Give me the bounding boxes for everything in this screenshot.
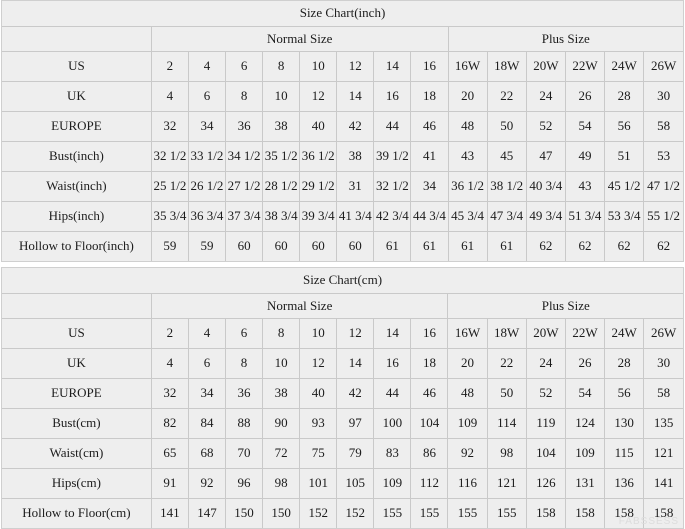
cell: 26W: [644, 319, 683, 349]
cell: 59: [188, 232, 225, 262]
watermark: FABSSESS: [618, 516, 679, 527]
cell: 109: [448, 409, 487, 439]
cell: 18: [411, 82, 448, 112]
cell: 6: [188, 82, 225, 112]
cell: 44 3/4: [411, 202, 448, 232]
table-row: [2, 499, 683, 529]
cell: 45: [487, 142, 526, 172]
cell: 27 1/2: [226, 172, 263, 202]
cell: 14: [337, 82, 374, 112]
cell: 16: [374, 349, 411, 379]
cell: 62: [605, 232, 644, 262]
table-row: [2, 232, 683, 262]
row-header-hollow-to-floor: Hollow to Floor(inch): [2, 232, 151, 262]
cell: 16: [374, 82, 411, 112]
row-header-us: US: [2, 52, 151, 82]
cell: 8: [263, 52, 300, 82]
cell: 40 3/4: [526, 172, 565, 202]
row-header-waist: Waist(inch): [2, 172, 151, 202]
row-header-uk: UK: [2, 82, 151, 112]
cell: 135: [644, 409, 683, 439]
cell: 28: [605, 349, 644, 379]
row-header-hollow-to-floor: Hollow to Floor(cm): [2, 499, 151, 529]
cell: 18W: [487, 52, 526, 82]
cell: 101: [300, 469, 337, 499]
cell: 62: [526, 232, 565, 262]
cell: 116: [448, 469, 487, 499]
cell: 20: [448, 82, 487, 112]
cell: 155: [374, 499, 411, 529]
cell: 48: [448, 379, 487, 409]
cell: 43: [448, 142, 487, 172]
cell: 10: [263, 349, 300, 379]
chart-group-row: [2, 27, 683, 52]
cell: 82: [151, 409, 188, 439]
cell: 12: [300, 82, 337, 112]
chart-title: Size Chart(cm): [2, 268, 683, 294]
cell: 155: [411, 499, 448, 529]
cell: 47 1/2: [644, 172, 683, 202]
cell: 62: [565, 232, 604, 262]
cell: 4: [151, 82, 188, 112]
cell: 42: [337, 112, 374, 142]
cell: 45 1/2: [605, 172, 644, 202]
cell: 10: [300, 52, 337, 82]
cell: 36: [226, 379, 263, 409]
cell: 105: [337, 469, 374, 499]
cell: 68: [188, 439, 225, 469]
cell: 92: [188, 469, 225, 499]
cell: 104: [526, 439, 565, 469]
cell: 20: [448, 349, 487, 379]
cell: 10: [263, 82, 300, 112]
cell: 16: [411, 319, 448, 349]
cell: 44: [374, 112, 411, 142]
cell: 48: [448, 112, 487, 142]
cell: 62: [644, 232, 683, 262]
cell: 33 1/2: [188, 142, 225, 172]
table-row: [2, 319, 683, 349]
cell: 136: [605, 469, 644, 499]
cell: 12: [300, 349, 337, 379]
cell: 6: [226, 319, 263, 349]
row-header-europe: EUROPE: [2, 112, 151, 142]
group-plus-size: Plus Size: [448, 294, 683, 319]
cell: 49: [565, 142, 604, 172]
cell: 86: [411, 439, 448, 469]
table-row: [2, 202, 683, 232]
cell: 47: [526, 142, 565, 172]
cell: 24: [526, 82, 565, 112]
cell: 30: [644, 82, 683, 112]
cell: 124: [565, 409, 604, 439]
cell: 39 1/2: [374, 142, 411, 172]
cell: 54: [565, 379, 604, 409]
cell: 60: [300, 232, 337, 262]
cell: 52: [526, 379, 565, 409]
cell: 12: [337, 52, 374, 82]
row-header-hips: Hips(inch): [2, 202, 151, 232]
size-chart-inch: [1, 0, 684, 262]
group-corner: [2, 294, 151, 319]
cell: 26: [565, 82, 604, 112]
cell: 40: [300, 379, 337, 409]
cell: 45 3/4: [448, 202, 487, 232]
size-chart-cm-table: [2, 268, 683, 528]
cell: 22W: [565, 319, 604, 349]
cell: 121: [644, 439, 683, 469]
cell: 6: [188, 349, 225, 379]
cell: 36 1/2: [300, 142, 337, 172]
cell: 34: [188, 379, 225, 409]
cell: 38: [263, 379, 300, 409]
cell: 18W: [487, 319, 526, 349]
cell: 126: [526, 469, 565, 499]
cell: 34: [188, 112, 225, 142]
cell: 121: [487, 469, 526, 499]
cell: 141: [151, 499, 188, 529]
cell: 22W: [565, 52, 604, 82]
cell: 28: [605, 82, 644, 112]
cell: 41: [411, 142, 448, 172]
cell: 32 1/2: [374, 172, 411, 202]
cell: 24W: [605, 52, 644, 82]
cell: 91: [151, 469, 188, 499]
size-chart-cm: [1, 267, 684, 529]
row-header-uk: UK: [2, 349, 151, 379]
cell: 70: [226, 439, 263, 469]
cell: 38: [263, 112, 300, 142]
cell: 36: [226, 112, 263, 142]
cell: 10: [300, 319, 337, 349]
cell: 131: [565, 469, 604, 499]
table-row: [2, 349, 683, 379]
cell: 18: [411, 349, 448, 379]
cell: 109: [565, 439, 604, 469]
cell: 31: [337, 172, 374, 202]
cell: 54: [565, 112, 604, 142]
cell: 22: [487, 349, 526, 379]
cell: 38: [337, 142, 374, 172]
cell: 84: [188, 409, 225, 439]
cell: 60: [263, 232, 300, 262]
cell: 155: [448, 499, 487, 529]
table-row: [2, 52, 683, 82]
cell: 46: [411, 112, 448, 142]
cell: 112: [411, 469, 448, 499]
cell: 38 3/4: [263, 202, 300, 232]
cell: 42: [337, 379, 374, 409]
cell: 39 3/4: [300, 202, 337, 232]
cell: 35 1/2: [263, 142, 300, 172]
cell: 60: [337, 232, 374, 262]
cell: 38 1/2: [487, 172, 526, 202]
table-row: [2, 439, 683, 469]
cell: 60: [226, 232, 263, 262]
chart-title-row: [2, 268, 683, 294]
cell: 83: [374, 439, 411, 469]
cell: 34 1/2: [226, 142, 263, 172]
cell: 8: [226, 349, 263, 379]
cell: 52: [526, 112, 565, 142]
cell: 147: [188, 499, 225, 529]
cell: 6: [226, 52, 263, 82]
cell: 24: [526, 349, 565, 379]
cell: 104: [411, 409, 448, 439]
cell: 58: [644, 379, 683, 409]
cell: 158: [526, 499, 565, 529]
cell: 88: [226, 409, 263, 439]
cell: 61: [448, 232, 487, 262]
cell: 65: [151, 439, 188, 469]
cell: 56: [605, 379, 644, 409]
cell: 152: [337, 499, 374, 529]
cell: 100: [374, 409, 411, 439]
cell: 14: [374, 319, 411, 349]
table-row: [2, 142, 683, 172]
cell: 29 1/2: [300, 172, 337, 202]
cell: 44: [374, 379, 411, 409]
cell: 51 3/4: [565, 202, 604, 232]
cell: 16W: [448, 52, 487, 82]
cell: 72: [263, 439, 300, 469]
table-row: [2, 379, 683, 409]
cell: 97: [337, 409, 374, 439]
cell: 61: [411, 232, 448, 262]
cell: 32: [151, 379, 188, 409]
cell: 158: [565, 499, 604, 529]
row-header-bust: Bust(cm): [2, 409, 151, 439]
cell: 2: [151, 52, 188, 82]
cell: 92: [448, 439, 487, 469]
cell: 115: [605, 439, 644, 469]
row-header-waist: Waist(cm): [2, 439, 151, 469]
cell: 93: [300, 409, 337, 439]
cell: 155: [487, 499, 526, 529]
cell: 16W: [448, 319, 487, 349]
cell: 14: [374, 52, 411, 82]
cell: 98: [487, 439, 526, 469]
cell: 32: [151, 112, 188, 142]
cell: 20W: [526, 319, 565, 349]
cell: 53 3/4: [605, 202, 644, 232]
cell: 130: [605, 409, 644, 439]
chart-title: Size Chart(inch): [2, 1, 683, 27]
cell: 42 3/4: [374, 202, 411, 232]
chart-title-row: [2, 1, 683, 27]
cell: 53: [644, 142, 683, 172]
cell: 61: [487, 232, 526, 262]
cell: 12: [337, 319, 374, 349]
row-header-us: US: [2, 319, 151, 349]
cell: 55 1/2: [644, 202, 683, 232]
cell: 59: [151, 232, 188, 262]
cell: 26: [565, 349, 604, 379]
cell: 2: [151, 319, 188, 349]
cell: 50: [487, 112, 526, 142]
cell: 43: [565, 172, 604, 202]
cell: 47 3/4: [487, 202, 526, 232]
cell: 90: [263, 409, 300, 439]
row-header-europe: EUROPE: [2, 379, 151, 409]
group-corner: [2, 27, 151, 52]
cell: 24W: [605, 319, 644, 349]
row-header-bust: Bust(inch): [2, 142, 151, 172]
cell: 22: [487, 82, 526, 112]
cell: 41 3/4: [337, 202, 374, 232]
group-normal-size: Normal Size: [151, 27, 448, 52]
cell: 50: [487, 379, 526, 409]
cell: 35 3/4: [151, 202, 188, 232]
table-row: [2, 82, 683, 112]
cell: 56: [605, 112, 644, 142]
cell: 96: [226, 469, 263, 499]
cell: 158: [605, 499, 644, 529]
cell: 34: [411, 172, 448, 202]
cell: 4: [188, 319, 225, 349]
cell: 109: [374, 469, 411, 499]
cell: 37 3/4: [226, 202, 263, 232]
cell: 75: [300, 439, 337, 469]
cell: 30: [644, 349, 683, 379]
cell: 14: [337, 349, 374, 379]
cell: 25 1/2: [151, 172, 188, 202]
cell: 98: [263, 469, 300, 499]
table-row: [2, 469, 683, 499]
cell: 4: [151, 349, 188, 379]
cell: 46: [411, 379, 448, 409]
cell: 28 1/2: [263, 172, 300, 202]
cell: 61: [374, 232, 411, 262]
cell: 36 3/4: [188, 202, 225, 232]
row-header-hips: Hips(cm): [2, 469, 151, 499]
cell: 8: [226, 82, 263, 112]
cell: 150: [263, 499, 300, 529]
cell: 26W: [644, 52, 683, 82]
cell: 16: [411, 52, 448, 82]
table-row: [2, 409, 683, 439]
cell: 58: [644, 112, 683, 142]
cell: 79: [337, 439, 374, 469]
cell: 152: [300, 499, 337, 529]
cell: 49 3/4: [526, 202, 565, 232]
cell: 36 1/2: [448, 172, 487, 202]
table-row: [2, 172, 683, 202]
cell: 158: [644, 499, 683, 529]
table-row: [2, 112, 683, 142]
group-normal-size: Normal Size: [151, 294, 448, 319]
cell: 51: [605, 142, 644, 172]
cell: 114: [487, 409, 526, 439]
cell: 8: [263, 319, 300, 349]
size-chart-inch-table: [2, 1, 683, 261]
chart-group-row: [2, 294, 683, 319]
cell: 20W: [526, 52, 565, 82]
cell: 119: [526, 409, 565, 439]
cell: 150: [226, 499, 263, 529]
cell: 26 1/2: [188, 172, 225, 202]
cell: 141: [644, 469, 683, 499]
cell: 40: [300, 112, 337, 142]
cell: 4: [188, 52, 225, 82]
group-plus-size: Plus Size: [448, 27, 683, 52]
cell: 32 1/2: [151, 142, 188, 172]
